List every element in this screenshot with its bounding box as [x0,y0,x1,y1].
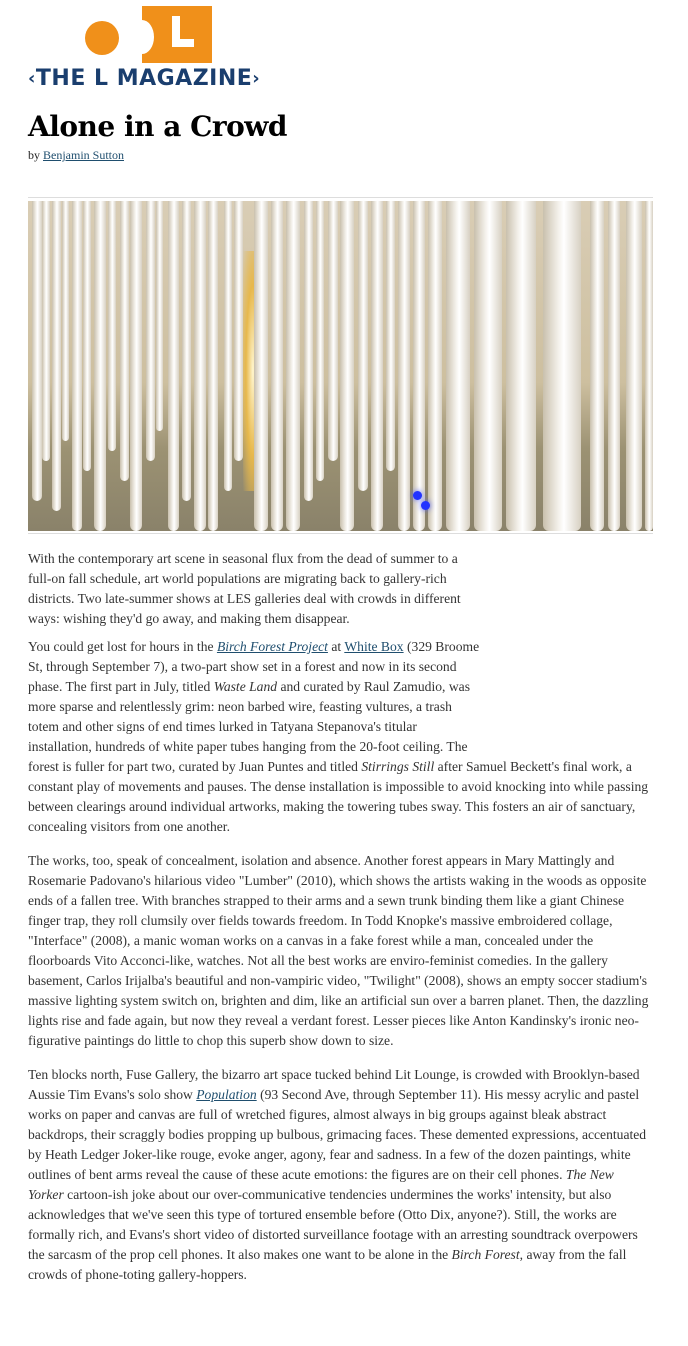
photo-tube [32,201,42,501]
text: Ten blocks north, Fuse Gallery, the bizarro art space tucked behind Lit Lounge, is crowded with Brooklyn-based Aussie Tim Evans's solo show [28,1067,640,1102]
photo-tube [371,201,383,531]
title-birch-forest: Birch Forest [451,1247,520,1262]
logo-l-foot [172,39,194,47]
birch-forest-project-link[interactable] [217,639,328,654]
article-title: Alone in a Crowd [28,110,287,143]
logo-notch [142,20,154,54]
population-link[interactable] [196,1087,256,1102]
logo-wordmark [28,66,260,91]
photo-tube [194,201,206,531]
photo-tube [83,201,91,471]
title-waste-land: Waste Land [213,679,278,694]
logo-text: THE L MAGAZINE [35,66,253,91]
text: after Samuel Beckett's final work, a constant play of movements and pauses. The dense installation is impossible to avoid knocking into while passing between clearings around individual artworks, making the towering tubes sway. This fosters an air of sanctuary, concealing visitors from one another. [28,759,649,834]
photo-tube [413,201,425,531]
photo-tube [182,201,191,501]
divider-top [28,197,653,198]
photo-tube [626,201,642,531]
link-text: Population [196,1087,257,1102]
text: , away from the fall crowds of phone-toting gallery-hoppers. [28,1247,627,1282]
logo-l-square-icon [142,6,212,63]
article-photo [28,201,653,531]
photo-tube [316,201,324,481]
photo-tube [120,201,129,481]
text: (329 Broome St, through September 7), a two-part show set in a forest and now in its second phase. The first part in July, titled [28,639,480,694]
text: and curated by Raul Zamudio, was more sparse and relentlessly grim: neon barbed wire, feasting vultures, a trash totem and other signs of end times lurked in Tatyana Stepanova's titular installation, hundreds of white paper tubes hanging from the 20-foot ceiling. The forest is fuller for part two, curated by Juan Puntes and titled [28,679,470,774]
title-new-yorker: The New Yorker [28,1167,614,1202]
paragraph-intro: With the contemporary art scene in seasonal flux from the dead of summer to a full-on fall schedule, art world populations are migrating back to gallery-rich districts. Two late-summer shows at LES galleries deal with crowds in different ways: wishing they'd go away, and making them disappear. [28,551,461,626]
photo-tube [62,201,69,441]
link-text: Birch Forest Project [216,639,328,654]
photo-tube [52,201,61,511]
photo-tube [156,201,163,431]
photo-tube [590,201,604,531]
photo-tube [340,201,354,531]
photo-tube [645,201,653,531]
photo-tube [72,201,82,531]
photo-tube [608,201,620,531]
photo-tube [428,201,442,531]
photo-tube [94,201,106,531]
photo-tube [168,201,179,531]
photo-tube [543,201,581,531]
left-chevron-icon: ‹ [28,68,36,89]
photo-tube [446,201,470,531]
text: (93 Second Ave, through September 11). His messy acrylic and pastel works on paper and canvas are full of wretched figures, almost always in big groups against bleak abstract backdrops, their scraggly bodies propping up bulbous, grimacing faces. These demented expressions, accentuated by Heath Ledger Joker-like rouge, evoke anger, agony, fear and sadness. In a few of the dozen paintings, white outlines of bent arms reveal the cause of these acute emotions: the figures are on their cell phones. [28,1087,647,1182]
photo-blue-light [413,491,422,500]
photo-tube [386,201,395,471]
right-chevron-icon: › [252,68,261,89]
paragraph-works: The works, too, speak of concealment, isolation and absence. Another forest appears in Mary Mattingly and Rosemarie Padovano's hilarious video "Lumber" (2010), which shows the artists waking in the woods as opposite ends of a fallen tree. With branches strapped to their arms and a sewn trunk binding them like a giant Chinese finger trap, they roll clumsily over fields towards freedom. In Todd Knopke's massive embroidered collage, "Interface" (2008), a manic woman works on a canvas in a fake forest while a man, concealed under the floorboards Vito Acconci-like, watches. Not all the best works are enviro-feminist comedies. In the gallery basement, Carlos Irijalba's beautiful and non-vampiric video, "Twilight" (2008), shows an empty soccer stadium's massive lighting system switch on, brighten and dim, like an artificial sun over a barren planet. Then, the dazzling lights rise and fade again, but now they reveal a verdant forest. Lesser pieces like Anton Kandinsky's ironic neo-figurative paintings do little to chop this superb show down to size. [28,853,649,1048]
photo-tube [146,201,155,461]
author-link[interactable]: Benjamin Sutton [43,148,124,162]
photo-tube [224,201,232,491]
photo-tube [474,201,502,531]
photo-tube [234,201,243,461]
photo-tube [42,201,50,461]
byline [28,148,124,163]
logo-circle-icon [85,21,119,55]
photo-tube [130,201,142,531]
photo-tube [108,201,116,451]
text: cartoon-ish joke about our over-communicative tendencies undermines the works' intensity, but also acknowledges that we've seen this type of tortured ensemble before (Otto Dix, anyone?). Still, the works are formally rich, and Evans's short video of distorted surveillance footage with an arresting soundtrack overpowers the sarcasm of the prop cell phones. It also makes one want to be alone in the [28,1187,638,1262]
text: at [327,639,345,654]
photo-tube [254,201,268,531]
divider-bottom [28,533,653,534]
float-shim [483,549,653,749]
photo-tube [304,201,313,501]
photo-tube [358,201,368,491]
text: You could get lost for hours in the [28,639,217,654]
photo-tube [271,201,283,531]
photo-tube [506,201,536,531]
photo-blue-light [421,501,430,510]
article-body [28,549,653,1293]
l-magazine-logo[interactable] [28,4,268,96]
photo-tube [286,201,300,531]
photo-tube [328,201,338,461]
photo-tube [208,201,218,531]
paragraph-fuse-gallery [28,1065,653,1285]
white-box-link[interactable]: White Box [344,639,404,654]
byline-prefix: by [28,148,43,162]
title-stirrings-still: Stirrings Still [361,759,435,774]
photo-tube [398,201,410,531]
